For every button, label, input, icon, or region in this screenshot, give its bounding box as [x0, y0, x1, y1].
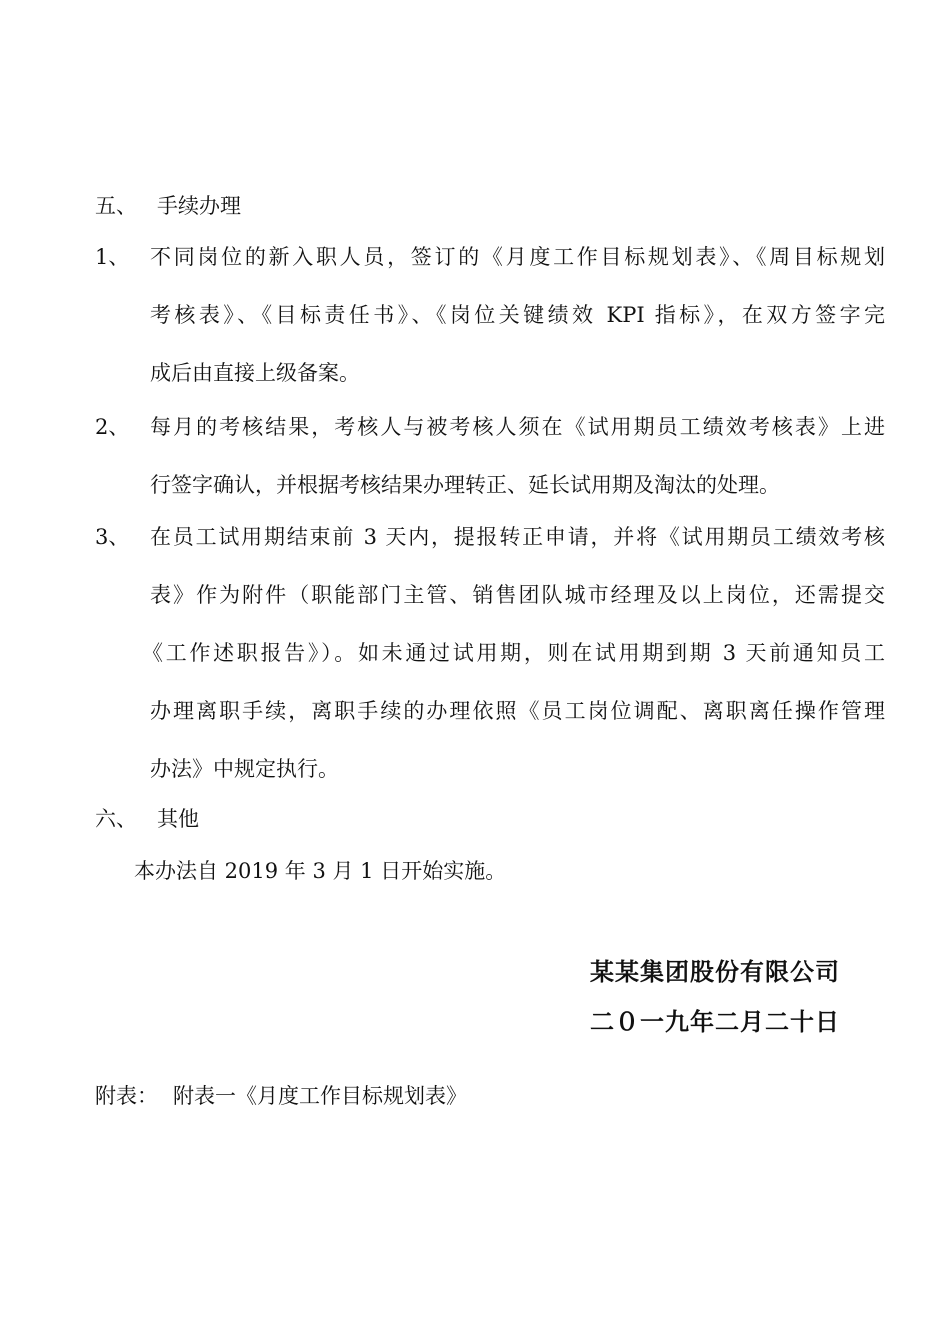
item-line: 在员工试用期结束前 3 天内，提报转正申请，并将《试用期员工绩效考核 [150, 525, 885, 549]
item-line: 《工作述职报告》）。如未通过试用期，则在试用期到期 3 天前通知员工 [142, 641, 885, 665]
item-line: 办理离职手续，离职手续的办理依照《员工岗位调配、离职离任操作管理 [150, 699, 885, 723]
signature-date: 二０一九年二月二十日 [590, 1007, 840, 1036]
item-body [150, 228, 885, 402]
company-name: 某某集团股份有限公司 [590, 957, 840, 986]
item-body [142, 508, 885, 798]
item-line: 办法》中规定执行。 [150, 757, 339, 781]
appendix-line [95, 1081, 467, 1111]
item-line: 成后由直接上级备案。 [150, 361, 360, 385]
section-heading-5 [95, 191, 241, 221]
section-title: 手续办理 [157, 194, 241, 218]
item-line: 考核表》、《目标责任书》、《岗位关键绩效 KPI 指标》，在双方签字完 [150, 303, 885, 327]
section-heading-6 [95, 804, 199, 834]
item-number: 1、 [95, 245, 130, 269]
item-line: 行签字确认，并根据考核结果办理转正、延长试用期及淘汰的处理。 [150, 473, 780, 497]
item-line: 每月的考核结果，考核人与被考核人须在《试用期员工绩效考核表》上进 [150, 415, 885, 439]
item-number: 3、 [95, 525, 130, 549]
item-body [150, 398, 885, 514]
appendix-label: 附表： [95, 1084, 158, 1108]
section-title: 其他 [157, 807, 199, 831]
appendix-text: 附表一《月度工作目标规划表》 [173, 1084, 467, 1108]
list-item-3 [95, 508, 895, 798]
item-number: 2、 [95, 415, 130, 439]
item-line: 不同岗位的新入职人员，签订的《月度工作目标规划表》、《周目标规划 [150, 245, 885, 269]
list-item-1 [95, 228, 895, 402]
effective-date-paragraph: 本办法自 2019 年 3 月 1 日开始实施。 [134, 859, 507, 883]
section-number: 六、 [95, 807, 137, 831]
list-item-2 [95, 398, 895, 514]
item-line: 表》作为附件（职能部门主管、销售团队城市经理及以上岗位，还需提交 [150, 583, 885, 607]
section-number: 五、 [95, 194, 137, 218]
